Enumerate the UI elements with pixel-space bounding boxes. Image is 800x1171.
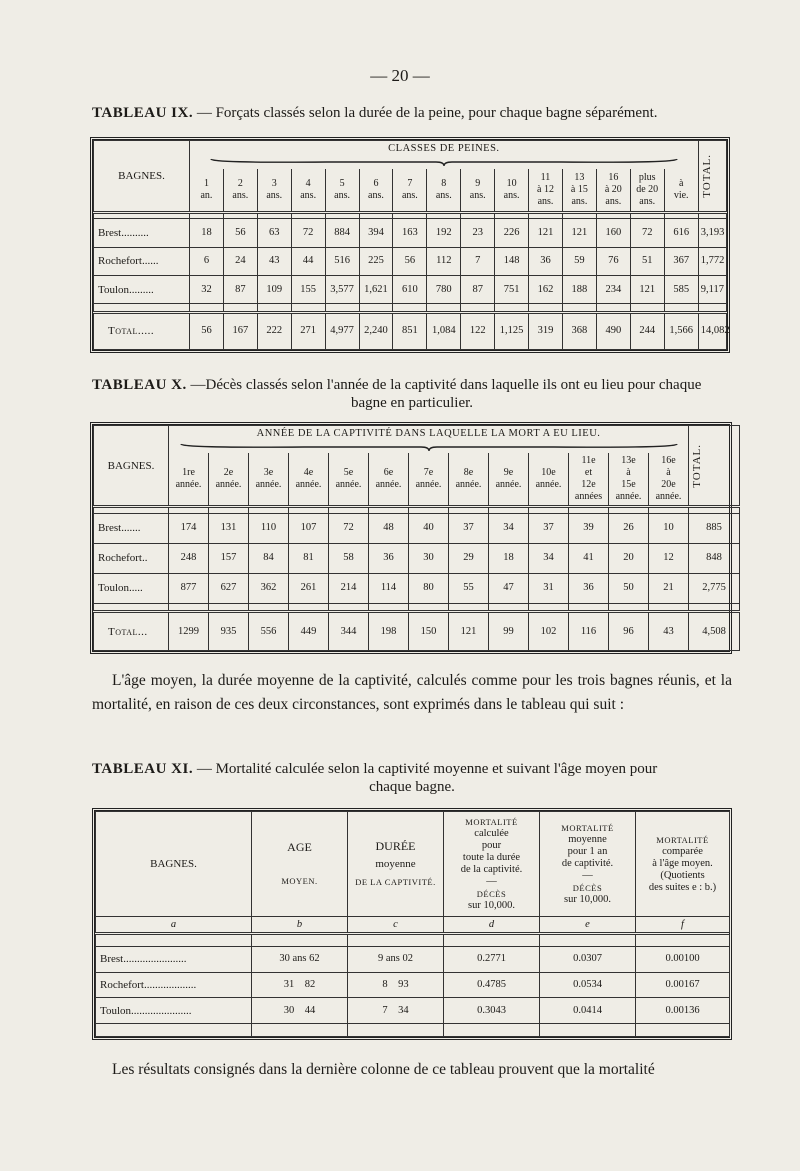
table-cell: 51 <box>630 247 664 275</box>
table-cell: 23 <box>461 219 495 247</box>
tableau-ix-table <box>93 140 730 350</box>
paragraph-intro-xi <box>92 669 732 717</box>
table-cell: 1,621 <box>359 275 393 303</box>
t10-col-header: 4e année. <box>289 453 329 506</box>
tableau-xi-title-line2: chaque bagne. <box>369 779 455 795</box>
t11-header-mortalite-totale: MORTALITÉ calculée pour toute la durée de la captivité. — DÉCÈS sur 10,000. <box>444 812 540 917</box>
tableau-ix <box>90 137 730 353</box>
t9-col-header: 8 ans. <box>427 169 461 213</box>
table-cell: 72 <box>329 513 369 543</box>
t9-col-header: 9 ans. <box>461 169 495 213</box>
total-cell: 14,082 <box>698 312 726 349</box>
total-cell: 4,977 <box>325 312 359 349</box>
t10-col-header: 5e année. <box>329 453 369 506</box>
total-row-label: Total..... <box>94 312 190 349</box>
t9-header-bagnes: BAGNES. <box>94 141 190 213</box>
total-cell: 935 <box>209 612 249 651</box>
table-cell: 87 <box>223 275 257 303</box>
row-label: Toulon......... <box>94 275 190 303</box>
total-cell: 150 <box>409 612 449 651</box>
total-cell: 2,240 <box>359 312 393 349</box>
table-cell: 12 <box>649 543 689 573</box>
table-cell: 30 <box>409 543 449 573</box>
total-cell: 851 <box>393 312 427 349</box>
table-cell: 188 <box>562 275 596 303</box>
paragraph-intro-xi-text: L'âge moyen, la durée moyenne de la captivité, calculés comme pour les trois bagnes réunis, et la mortalité, en raison de ces deux circonstances, sont exprimés dans le tableau qui suit : <box>92 672 732 713</box>
t11-letter-b: b <box>252 917 348 934</box>
table-cell: 9,117 <box>698 275 726 303</box>
table-cell: 63 <box>257 219 291 247</box>
total-cell: 271 <box>291 312 325 349</box>
table-cell: 34 <box>489 513 529 543</box>
table-cell: 394 <box>359 219 393 247</box>
t11-header-age: AGE MOYEN. <box>252 812 348 917</box>
t11-header-mortalite-comparee: MORTALITÉ comparée à l'âge moyen. (Quotients des suites e : b.) <box>636 812 730 917</box>
table-cell: 234 <box>596 275 630 303</box>
table-cell: 107 <box>289 513 329 543</box>
row-label: Brest....... <box>94 513 169 543</box>
table-cell: 516 <box>325 247 359 275</box>
t11-letter-e: e <box>540 917 636 934</box>
total-cell: 1,084 <box>427 312 461 349</box>
table-row <box>94 247 727 275</box>
table-cell: 112 <box>427 247 461 275</box>
table-cell: 84 <box>249 543 289 573</box>
tableau-xi <box>92 808 732 1040</box>
t11-letter-f: f <box>636 917 730 934</box>
total-cell: 121 <box>449 612 489 651</box>
t9-col-header: 10 ans. <box>495 169 529 213</box>
row-label: Rochefort...... <box>94 247 190 275</box>
table-cell: 56 <box>393 247 427 275</box>
total-cell: 556 <box>249 612 289 651</box>
t9-col-header: à vie. <box>664 169 698 213</box>
table-cell: 110 <box>249 513 289 543</box>
total-cell: 56 <box>189 312 223 349</box>
table-cell: 18 <box>489 543 529 573</box>
table-cell: 37 <box>449 513 489 543</box>
total-cell: 198 <box>369 612 409 651</box>
total-cell: 344 <box>329 612 369 651</box>
t9-col-header: 13 à 15 ans. <box>562 169 596 213</box>
total-cell: 102 <box>529 612 569 651</box>
t10-col-header: 2e année. <box>209 453 249 506</box>
table-cell: 59 <box>562 247 596 275</box>
t11-row-toulon: Toulon...................... 30 44 7 34 0.3043 0.0414 0.00136 <box>96 998 730 1024</box>
table-cell: 131 <box>209 513 249 543</box>
table-row <box>94 543 740 573</box>
t11-row-brest: Brest....................... 30 ans 62 9 ans 02 0.2771 0.0307 0.00100 <box>96 946 730 972</box>
table-cell: 157 <box>209 543 249 573</box>
total-cell: 1,566 <box>664 312 698 349</box>
total-cell: 490 <box>596 312 630 349</box>
paragraph-conclusion <box>92 1058 732 1082</box>
table-cell: 877 <box>169 573 209 603</box>
table-cell: 36 <box>369 543 409 573</box>
total-cell: 1299 <box>169 612 209 651</box>
t10-col-header: 6e année. <box>369 453 409 506</box>
total-cell: 368 <box>562 312 596 349</box>
table-cell: 24 <box>223 247 257 275</box>
tableau-ix-title: — Forçats classés selon la durée de la peine, pour chaque bagne séparément. <box>196 105 658 121</box>
t10-col-header: 13e à 15e année. <box>609 453 649 506</box>
t10-col-header: 10e année. <box>529 453 569 506</box>
table-cell: 3,577 <box>325 275 359 303</box>
table-cell: 80 <box>409 573 449 603</box>
t11-letter-a: a <box>96 917 252 934</box>
tableau-x-title: —Décès classés selon l'année de la captivité dans laquelle ils ont eu lieu pour chaque <box>190 377 702 393</box>
t9-total-label: TOTAL. <box>700 154 713 198</box>
table-cell: 362 <box>249 573 289 603</box>
table-cell: 44 <box>291 247 325 275</box>
table-cell: 18 <box>189 219 223 247</box>
t9-col-header: 2 ans. <box>223 169 257 213</box>
total-row <box>94 612 740 651</box>
table-cell: 81 <box>289 543 329 573</box>
tableau-xi-title: — Mortalité calculée selon la captivité moyenne et suivant l'âge moyen pour <box>196 761 658 777</box>
table-cell: 41 <box>569 543 609 573</box>
table-cell: 114 <box>369 573 409 603</box>
table-cell: 7 <box>461 247 495 275</box>
t10-col-header: 7e année. <box>409 453 449 506</box>
t9-header-group-label: CLASSES DE PEINES. <box>388 142 500 154</box>
table-cell: 226 <box>495 219 529 247</box>
table-cell: 47 <box>489 573 529 603</box>
table-cell: 885 <box>689 513 740 543</box>
table-cell: 26 <box>609 513 649 543</box>
total-cell: 319 <box>529 312 563 349</box>
table-cell: 610 <box>393 275 427 303</box>
t10-header-group-label: ANNÉE DE LA CAPTIVITÉ DANS LAQUELLE LA MORT A EU LIEU. <box>256 427 601 439</box>
t11-header-bagnes: BAGNES. <box>96 812 252 917</box>
t9-col-header: 16 à 20 ans. <box>596 169 630 213</box>
t9-col-header: 11 à 12 ans. <box>529 169 563 213</box>
tableau-ix-caption <box>92 104 732 122</box>
total-cell: 43 <box>649 612 689 651</box>
total-cell: 167 <box>223 312 257 349</box>
total-cell: 222 <box>257 312 291 349</box>
table-cell: 367 <box>664 247 698 275</box>
table-cell: 37 <box>529 513 569 543</box>
t10-header-bagnes: BAGNES. <box>94 426 169 507</box>
tableau-xi-caption <box>92 760 732 778</box>
table-row <box>94 513 740 543</box>
table-row <box>94 275 727 303</box>
total-row <box>94 312 727 349</box>
table-cell: 163 <box>393 219 427 247</box>
t11-letters-row <box>96 917 730 934</box>
table-cell: 29 <box>449 543 489 573</box>
table-cell: 751 <box>495 275 529 303</box>
tableau-x <box>90 422 732 654</box>
row-label: Toulon..... <box>94 573 169 603</box>
table-cell: 43 <box>257 247 291 275</box>
t9-col-header: 5 ans. <box>325 169 359 213</box>
table-cell: 20 <box>609 543 649 573</box>
table-cell: 160 <box>596 219 630 247</box>
table-cell: 48 <box>369 513 409 543</box>
t10-col-header: 11e et 12e années <box>569 453 609 506</box>
total-cell: 449 <box>289 612 329 651</box>
table-cell: 261 <box>289 573 329 603</box>
table-cell: 87 <box>461 275 495 303</box>
table-cell: 214 <box>329 573 369 603</box>
table-cell: 616 <box>664 219 698 247</box>
total-cell: 244 <box>630 312 664 349</box>
table-cell: 248 <box>169 543 209 573</box>
tableau-xi-table <box>95 811 730 1037</box>
table-cell: 36 <box>569 573 609 603</box>
page-number: — 20 — <box>370 66 430 85</box>
t10-col-header: 16e à 20e année. <box>649 453 689 506</box>
total-cell: 99 <box>489 612 529 651</box>
table-cell: 121 <box>529 219 563 247</box>
table-cell: 2,775 <box>689 573 740 603</box>
total-cell: 96 <box>609 612 649 651</box>
tableau-x-title-line2: bagne en particulier. <box>350 395 474 411</box>
table-cell: 55 <box>449 573 489 603</box>
tableau-ix-name: TABLEAU IX. <box>92 105 194 121</box>
table-cell: 627 <box>209 573 249 603</box>
table-cell: 36 <box>529 247 563 275</box>
table-cell: 109 <box>257 275 291 303</box>
table-cell: 58 <box>329 543 369 573</box>
table-cell: 50 <box>609 573 649 603</box>
table-cell: 780 <box>427 275 461 303</box>
table-cell: 56 <box>223 219 257 247</box>
t11-row-rochefort: Rochefort................... 31 82 8 93 0.4785 0.0534 0.00167 <box>96 972 730 998</box>
t10-header-total <box>689 426 740 507</box>
table-cell: 72 <box>291 219 325 247</box>
table-cell: 76 <box>596 247 630 275</box>
row-label: Brest.......... <box>94 219 190 247</box>
paragraph-conclusion-text: Les résultats consignés dans la dernière colonne de ce tableau prouvent que la mortalité <box>112 1061 655 1078</box>
tableau-x-table <box>93 425 740 651</box>
brace-decoration <box>179 442 679 452</box>
t10-col-header: 8e année. <box>449 453 489 506</box>
table-cell: 3,193 <box>698 219 726 247</box>
table-cell: 32 <box>189 275 223 303</box>
table-cell: 21 <box>649 573 689 603</box>
t9-col-header: 4 ans. <box>291 169 325 213</box>
table-cell: 155 <box>291 275 325 303</box>
table-cell: 1,772 <box>698 247 726 275</box>
t11-letter-d: d <box>444 917 540 934</box>
table-cell: 162 <box>529 275 563 303</box>
t9-col-header: plus de 20 ans. <box>630 169 664 213</box>
table-cell: 225 <box>359 247 393 275</box>
table-cell: 192 <box>427 219 461 247</box>
table-cell: 585 <box>664 275 698 303</box>
t9-col-header: 1 an. <box>189 169 223 213</box>
table-cell: 884 <box>325 219 359 247</box>
total-cell: 4,508 <box>689 612 740 651</box>
table-cell: 121 <box>630 275 664 303</box>
total-cell: 122 <box>461 312 495 349</box>
t10-col-header: 1re année. <box>169 453 209 506</box>
table-cell: 40 <box>409 513 449 543</box>
t9-header-total <box>698 141 726 213</box>
t10-header-group <box>169 426 689 454</box>
total-cell: 1,125 <box>495 312 529 349</box>
row-label: Rochefort.. <box>94 543 169 573</box>
table-cell: 72 <box>630 219 664 247</box>
t10-total-label: TOTAL. <box>691 443 704 488</box>
t9-header-group <box>189 141 698 169</box>
t11-header-mortalite-annuelle: MORTALITÉ moyenne pour 1 an de captivité. — DÉCÈS sur 10,000. <box>540 812 636 917</box>
table-cell: 121 <box>562 219 596 247</box>
t11-letter-c: c <box>348 917 444 934</box>
table-row <box>94 573 740 603</box>
brace-decoration <box>209 157 679 167</box>
t9-col-header: 6 ans. <box>359 169 393 213</box>
tableau-x-name: TABLEAU X. <box>92 377 187 393</box>
table-cell: 848 <box>689 543 740 573</box>
tableau-x-caption <box>92 376 732 394</box>
table-cell: 174 <box>169 513 209 543</box>
table-cell: 31 <box>529 573 569 603</box>
t10-col-header: 3e année. <box>249 453 289 506</box>
t9-col-header: 7 ans. <box>393 169 427 213</box>
table-cell: 10 <box>649 513 689 543</box>
table-cell: 6 <box>189 247 223 275</box>
t9-col-header: 3 ans. <box>257 169 291 213</box>
total-row-label: Total... <box>94 612 169 651</box>
tableau-xi-name: TABLEAU XI. <box>92 761 194 777</box>
table-cell: 148 <box>495 247 529 275</box>
t10-col-header: 9e année. <box>489 453 529 506</box>
table-row <box>94 219 727 247</box>
table-cell: 34 <box>529 543 569 573</box>
total-cell: 116 <box>569 612 609 651</box>
t11-header-duree: DURÉE moyenne DE LA CAPTIVITÉ. <box>348 812 444 917</box>
table-cell: 39 <box>569 513 609 543</box>
